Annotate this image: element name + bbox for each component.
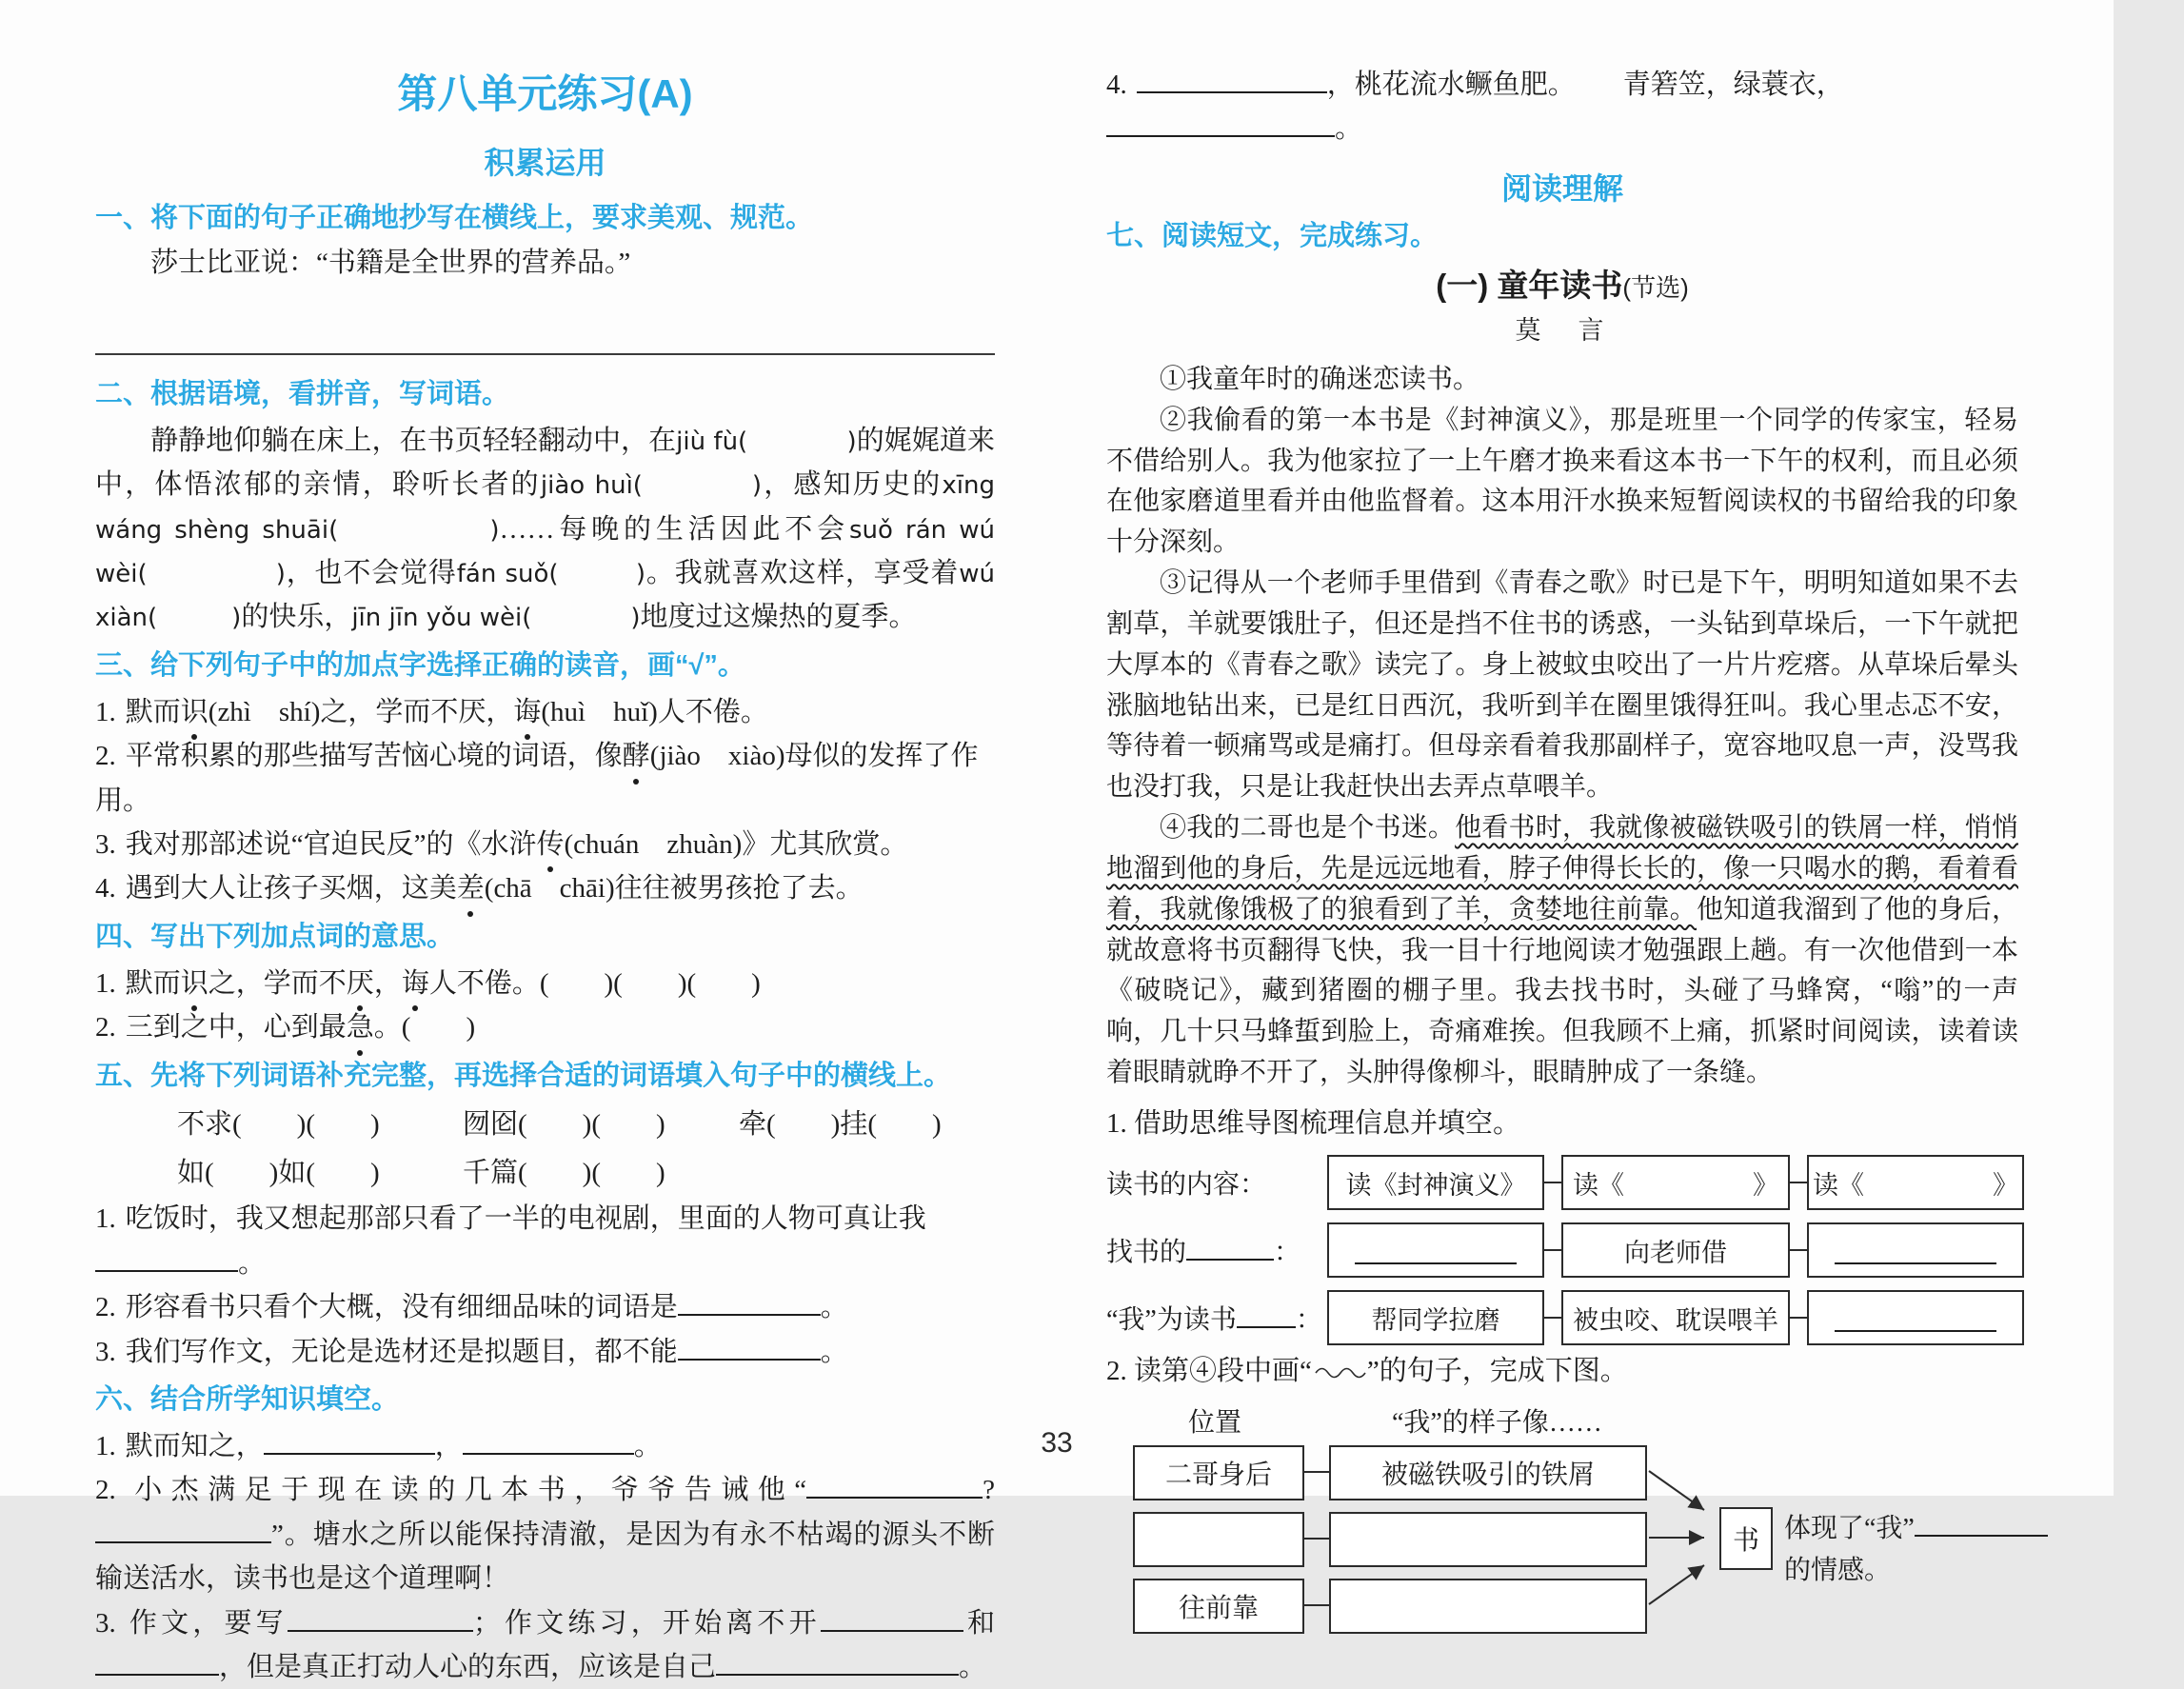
word-blank[interactable]: 千篇( )( ) <box>463 1157 665 1188</box>
item-number: 2. <box>95 1012 116 1043</box>
passage-title-sub: (节选) <box>1622 272 1689 302</box>
pinyin-blank[interactable]: jiù fù( ) <box>676 427 857 456</box>
passage-author: 莫 言 <box>1515 315 1610 345</box>
text-run: 吃饭时，我又想起那部只看了一半的电视剧，里面的人物可真让我 <box>125 1203 926 1235</box>
exercise-item <box>95 962 995 1005</box>
answer-blank[interactable] <box>1106 108 1335 137</box>
text-run: 地度过这燥热的夏季。 <box>640 602 917 633</box>
text-run: 。 <box>633 1431 662 1462</box>
right-column <box>1106 63 2018 1641</box>
dotted-char: 识 <box>181 962 208 1005</box>
mindmap-box: 被虫咬、耽误喂羊 <box>1561 1290 1790 1345</box>
text-run: 作文，要写 <box>125 1607 288 1639</box>
text-run: 平常积累的那些描写苦恼心境的词语，像 <box>125 741 623 772</box>
diagram-box-blank[interactable] <box>1133 1512 1304 1567</box>
text-run: 之，学而不 <box>208 967 347 999</box>
item-number: 3. <box>95 829 116 861</box>
mindmap-row <box>1106 1290 2018 1345</box>
text-run: ? <box>983 1475 995 1506</box>
text-run: 他知道我溜到了他的身后，就故意将书页翻得飞快，我一目十行地阅读才勉强跟上趟。有一次他借到一本《破晓记》，藏到猪圈的棚子里。我去找书时，头碰了马蜂窝，“嗡”的一声响，几十只马蜂蜇到脸上，奇痛难挨。但我顾不上痛，抓紧时间阅读，读着读着眼睛就睁不开了，头肿得像柳斗，眼睛肿成了一条缝。 <box>1106 894 2018 1087</box>
text-run: 默而知之， <box>125 1431 264 1462</box>
text-run: 默而 <box>125 967 181 999</box>
mindmap-box: 帮同学拉磨 <box>1327 1290 1544 1345</box>
section3-heading: 三、给下列句子中的加点字选择正确的读音，画“√”。 <box>95 649 745 681</box>
exercise-item <box>95 1197 995 1285</box>
text-run: 。 <box>1335 113 1363 145</box>
item-number: 2. <box>95 1475 116 1506</box>
dotted-char: 传 <box>537 823 565 866</box>
diagram-note <box>1784 1508 2184 1594</box>
item-number: 3. <box>95 1607 116 1639</box>
connector-line <box>1544 1317 1561 1319</box>
text-run: ，桃花流水鳜鱼肥。 <box>1326 70 1576 100</box>
exercise-item <box>95 1285 995 1329</box>
text-run: 小杰满足于现在读的几本书，爷爷告诫他“ <box>125 1475 807 1506</box>
mindmap-row <box>1106 1222 2018 1278</box>
pinyin-blank[interactable]: jiào huì( ) <box>540 471 763 501</box>
answer-blank[interactable] <box>678 1331 821 1361</box>
section5-heading: 五、先将下列词语补充完整，再选择合适的词语填入句子中的横线上。 <box>95 1060 952 1091</box>
mindmap-box: 读《封神演义》 <box>1327 1155 1544 1210</box>
dotted-char: 识 <box>181 690 208 734</box>
answer-blank[interactable] <box>1137 64 1327 93</box>
section6-heading: 六、结合所学知识填空。 <box>95 1383 400 1415</box>
answer-blank[interactable] <box>288 1602 473 1632</box>
mindmap-box: 向老师借 <box>1561 1222 1790 1278</box>
text-run: (chā chāi)往往被男孩抢了去。 <box>484 873 864 904</box>
connector-line <box>1544 1182 1561 1183</box>
question2-label <box>1106 1349 2018 1393</box>
answer-blank[interactable] <box>1355 1237 1517 1264</box>
passage-title-main: (一) 童年读书 <box>1436 267 1623 303</box>
item-number: 2. <box>95 1292 116 1323</box>
answer-blank[interactable] <box>678 1286 821 1316</box>
text-run: ”。塘水之所以能保持清澈，是因为有永不枯竭的源头不断输送活水，读书也是这个道理啊！ <box>95 1519 995 1595</box>
word-completion-row <box>95 1149 995 1198</box>
mindmap-row-label <box>1106 1299 1327 1337</box>
item-number: 4. <box>95 873 116 904</box>
connector-line <box>1302 1604 1329 1606</box>
dotted-char: 诲 <box>513 690 541 734</box>
text-run: 2. 读第④段中画“ <box>1106 1356 1312 1387</box>
answer-blank[interactable] <box>806 1469 983 1499</box>
connector-line <box>1544 1249 1561 1251</box>
pinyin-paragraph <box>95 419 995 640</box>
diagram-target-box: 书 <box>1719 1507 1773 1570</box>
answer-line[interactable] <box>95 353 995 355</box>
diagram-box-blank[interactable] <box>1329 1579 1647 1634</box>
mindmap <box>1106 1155 2018 1345</box>
pinyin-blank[interactable]: fán suǒ( ) <box>456 559 646 588</box>
text-run: 体现了“我” <box>1784 1513 1915 1543</box>
answer-blank[interactable] <box>95 1242 238 1272</box>
section7-heading: 七、阅读短文，完成练习。 <box>1106 220 1439 251</box>
text-run: 。 <box>820 1336 848 1367</box>
answer-blank[interactable] <box>716 1646 959 1676</box>
text-run: ： <box>1274 1238 1301 1268</box>
answer-blank[interactable] <box>1835 1237 1996 1264</box>
passage-title <box>1106 261 2018 306</box>
exercise-item <box>95 823 995 866</box>
answer-blank[interactable] <box>1915 1508 2048 1537</box>
text-run: 三到之中，心到最 <box>125 1012 347 1043</box>
word-blank[interactable]: 牵( )挂( ) <box>739 1108 942 1140</box>
exercise-item <box>1106 63 2018 151</box>
pinyin-blank[interactable]: wú xiàn( ) <box>95 559 995 633</box>
item-number: 4. <box>1106 70 1127 100</box>
word-blank[interactable]: 如( )如( ) <box>177 1157 380 1188</box>
text-run: (huì huǐ)人不倦。 <box>541 696 768 727</box>
passage-paragraph-4 <box>1106 808 2018 1094</box>
exercise-item <box>95 866 995 910</box>
dotted-char: 酵 <box>623 734 650 778</box>
dotted-char: 厌 <box>347 962 374 1005</box>
mindmap-row <box>1106 1155 2018 1210</box>
pinyin-blank[interactable]: xīng wáng shèng shuāi( ) <box>95 471 995 545</box>
page-title: 第八单元练习(A) <box>397 71 693 116</box>
text-run: ，感知历史的 <box>762 469 943 501</box>
copy-sentence: 莎士比亚说：“书籍是全世界的营养品。” <box>150 248 631 279</box>
item-number: 3. <box>95 1336 116 1367</box>
mindmap-box-blank[interactable] <box>1807 1222 2024 1278</box>
text-run: 我对那部述说“官迫民反”的《水浒 <box>125 829 537 861</box>
passage-paragraph-3: ③记得从一个老师手里借到《青春之歌》时已是下午，明明知道如果不去割草，羊就要饿肚子，但还是挡不住书的诱惑，一头钻到草垛后，一下午就把大厚本的《青春之歌》读完了。身上被蚊虫咬出了一片片疙瘩。从草垛后晕头涨脑地钻出来，已是红日西沉，我听到羊在圈里饿得狂叫。我心里忐忑不安，等待着一顿痛骂或是痛打。但母亲看着我那副样子，宽容地叹息一声，没骂我也没打我，只是让我赶快出去弄点草喂羊。 <box>1106 568 2018 803</box>
pinyin-blank[interactable]: jīn jīn yǒu wèi( ) <box>351 604 641 633</box>
text-run: ；作文练习，开始离不开 <box>472 1607 821 1639</box>
text-run: 默而 <box>125 696 181 727</box>
answer-blank[interactable] <box>1186 1232 1274 1261</box>
item-number: 1. <box>95 967 116 999</box>
text-run: 。我就喜欢这样，享受着 <box>645 557 960 588</box>
connector-line <box>1790 1317 1807 1319</box>
text-run: ”的句子，完成下图。 <box>1366 1356 1628 1387</box>
mindmap-box-blank[interactable] <box>1807 1290 2024 1345</box>
text-run: 形容看书只看个大概，没有细细品味的词语是 <box>125 1292 678 1323</box>
text-run: 的快乐， <box>241 602 352 633</box>
text-run: ，但是真正打动人心的东西，应该是自己 <box>219 1652 717 1683</box>
mindmap-box-blank[interactable] <box>1327 1222 1544 1278</box>
converging-arrows-icon <box>1647 1445 1716 1636</box>
answer-parens[interactable]: 。( ) <box>373 1012 476 1043</box>
section-accumulation-heading: 积累运用 <box>484 146 606 180</box>
exercise-item <box>95 1005 995 1049</box>
text-run: 。 <box>238 1247 267 1279</box>
wavy-line-icon <box>1314 1349 1365 1393</box>
answer-blank[interactable] <box>821 1602 963 1632</box>
text-run: ： <box>1295 1305 1322 1336</box>
exercise-item <box>95 690 995 734</box>
connector-line <box>1302 1538 1329 1540</box>
answer-blank[interactable] <box>95 1646 219 1676</box>
question1-label: 1. 借助思维导图梳理信息并填空。 <box>1106 1107 1521 1139</box>
answer-parens[interactable]: 人不倦。( )( )( ) <box>428 967 761 999</box>
mindmap-box-blank[interactable]: 读《 》 <box>1807 1155 2024 1210</box>
section1-heading: 一、将下面的句子正确地抄写在横线上，要求美观、规范。 <box>95 203 814 233</box>
text-run: 和 <box>963 1607 995 1639</box>
text-run: (jiào xiào)母似的发挥了作用。 <box>95 741 979 816</box>
item-number: 1. <box>95 696 116 727</box>
connector-line <box>1790 1182 1807 1183</box>
passage-paragraph-1: ①我童年时的确迷恋读书。 <box>1160 364 1480 394</box>
connector-line <box>1302 1471 1329 1473</box>
text-run: (chuán zhuàn)》尤其欣赏。 <box>564 829 908 861</box>
exercise-item <box>95 1330 995 1374</box>
word-blank[interactable]: 囫囵( )( ) <box>463 1108 665 1140</box>
answer-blank[interactable] <box>95 1514 271 1543</box>
text-run: ，也不会觉得 <box>285 557 457 588</box>
text-run: ， <box>373 967 402 999</box>
text-run: ， <box>434 1431 463 1462</box>
wavy-underlined-sentence: 他看书时，我就像被磁铁吸引的铁屑一样，悄悄地溜到他的身后，先是远远地看，脖子伸得长长的，像一只喝水的鹅，看着看着，我就像饿极了的狼看到了羊，贪婪地往前靠。 <box>1106 813 2018 924</box>
text-run: 静静地仰躺在床上，在书页轻轻翻动中，在 <box>150 425 677 456</box>
text-run: 的情感。 <box>1784 1556 1892 1586</box>
diagram-box-blank[interactable] <box>1329 1512 1647 1567</box>
exercise-item <box>95 734 995 823</box>
exercise-item <box>95 1468 995 1600</box>
text-run: 找书的 <box>1106 1238 1187 1268</box>
answer-blank[interactable] <box>1835 1304 1996 1332</box>
answer-blank[interactable] <box>1237 1300 1296 1328</box>
mindmap-box-blank[interactable]: 读《 》 <box>1561 1155 1790 1210</box>
dotted-char: 差 <box>457 866 485 910</box>
page-number: 33 <box>1041 1427 1073 1459</box>
item-number: 2. <box>95 741 116 772</box>
text-run: 的娓娓道来中，体悟浓郁的亲情，聆听长者的 <box>95 425 995 501</box>
text-run: 。 <box>820 1292 848 1323</box>
section2-heading: 二、根据语境，看拼音，写词语。 <box>95 378 510 409</box>
section4-heading: 四、写出下列加点词的意思。 <box>95 921 455 952</box>
connector-line <box>1790 1249 1807 1251</box>
diagram-box: 被磁铁吸引的铁屑 <box>1329 1445 1647 1500</box>
pinyin-blank[interactable]: suǒ rán wú wèi( ) <box>95 515 995 588</box>
dotted-char: 诲 <box>402 962 429 1005</box>
text-run: (zhì shí)之，学而不厌， <box>208 696 514 727</box>
text-run: 遇到大人让孩子买烟，这美 <box>125 873 457 904</box>
mindmap-row-label: 读书的内容： <box>1106 1170 1267 1201</box>
dotted-char: 急 <box>347 1005 374 1049</box>
diagram-col-header: 位置 <box>1188 1407 1242 1438</box>
diagram-col-header: “我”的样子像…… <box>1392 1407 1602 1438</box>
exercise-item <box>95 1601 995 1689</box>
diagram-box: 二哥身后 <box>1133 1445 1304 1500</box>
mindmap-row-label <box>1106 1231 1327 1269</box>
word-blank[interactable]: 不求( )( ) <box>177 1108 380 1140</box>
text-run: ……每晚的生活因此不会 <box>499 513 849 545</box>
text-run: ④我的二哥也是个书迷。 <box>1160 813 1456 844</box>
passage-paragraph-2: ②我偷看的第一本书是《封神演义》，那是班里一个同学的传家宝，轻易不借给别人。我为他家拉了一上午磨才换来看这本书一下午的权利，而且必须在他家磨道里看并由他监督着。这本用汗水换来短暂阅读权的书留给我的印象十分深刻。 <box>1106 405 2018 558</box>
item-number: 1. <box>95 1203 116 1235</box>
diagram-box: 往前靠 <box>1133 1579 1304 1634</box>
text-run: 。 <box>959 1652 987 1683</box>
item-number: 1. <box>95 1431 116 1462</box>
text-run: “我”为读书 <box>1106 1305 1237 1336</box>
section-reading-heading: 阅读理解 <box>1500 170 1623 206</box>
text-run: 我们写作文，无论是选材还是拟题目，都不能 <box>125 1336 678 1367</box>
word-completion-row <box>95 1101 995 1149</box>
text-run: 青箬笠，绿蓑衣， <box>1622 70 1844 100</box>
